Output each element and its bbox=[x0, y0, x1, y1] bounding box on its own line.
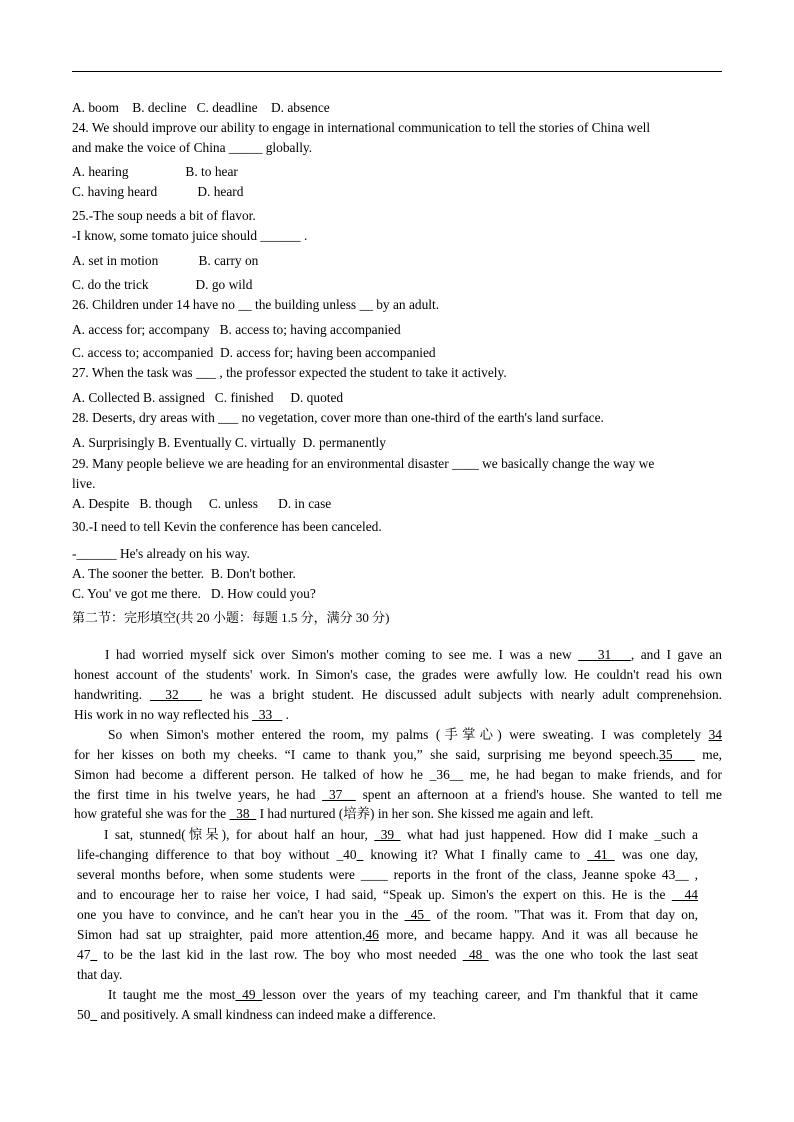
blank-39: 39 bbox=[374, 827, 401, 842]
q25-options-row2: C. do the trick D. go wild bbox=[72, 277, 253, 292]
q25-options-row1: A. set in motion B. carry on bbox=[72, 253, 259, 268]
blank-49: 49 bbox=[235, 987, 263, 1002]
passage-line: one you have to convince, and he can't hear you in the 45 of the room. "That was it. From that day on, bbox=[77, 907, 698, 922]
passage-line: honest account of the students' work. In Simon's case, the grades were awfully low. He couldn't read his own bbox=[74, 667, 722, 682]
passage-line: and to encourage her to raise her voice, I had said, “Speak up. Simon's the expert on this. He is the 44 bbox=[77, 887, 698, 902]
q24-stem-line2: and make the voice of China _____ globally. bbox=[72, 140, 313, 155]
blank-45: 45 bbox=[404, 907, 431, 922]
q30-options-row2: C. You' ve got me there. D. How could you? bbox=[72, 586, 316, 601]
blank-33: 33 bbox=[252, 707, 283, 722]
blank-44: 44 bbox=[671, 887, 698, 902]
passage-line: I had worried myself sick over Simon's mother coming to see me. I was a new 31 , and I gave an bbox=[105, 647, 722, 662]
passage-line: It taught me the most 49 lesson over the years of my teaching career, and I'm thankful that it came bbox=[108, 987, 698, 1002]
q26-options-row2: C. access to; accompanied D. access for; having been accompanied bbox=[72, 345, 436, 360]
blank-32: 32 bbox=[149, 687, 202, 702]
blank-40: _ bbox=[356, 847, 364, 862]
passage-line: that day. bbox=[77, 967, 123, 982]
passage-line: how grateful she was for the 38 I had nurtured (培养) in her son. She kissed me again and left. bbox=[74, 806, 594, 821]
passage-line: Simon had sat up straighter, paid more attention,46 more, and became happy. And it was all because he bbox=[77, 927, 698, 942]
blank-50: _ bbox=[90, 1007, 98, 1022]
q25-stem-line2: -I know, some tomato juice should ______ . bbox=[72, 228, 308, 243]
blank-31: 31 bbox=[578, 647, 631, 662]
blank-37: _37__ bbox=[322, 787, 356, 802]
q29-options: A. Despite B. though C. unless D. in case bbox=[72, 496, 332, 511]
blank-46: 46 bbox=[365, 927, 379, 942]
q24-stem-line1: 24. We should improve our ability to engage in international communication to tell the stories of China well bbox=[72, 120, 651, 135]
blank-48: 48 bbox=[462, 947, 489, 962]
header-rule bbox=[72, 71, 722, 72]
q29-stem-line2: live. bbox=[72, 476, 96, 491]
q28-stem: 28. Deserts, dry areas with ___ no vegetation, cover more than one-third of the earth's land surface. bbox=[72, 410, 604, 425]
q30-stem-line1: 30.-I need to tell Kevin the conference has been canceled. bbox=[72, 519, 382, 534]
q26-options-row1: A. access for; accompany B. access to; having accompanied bbox=[72, 322, 401, 337]
blank-41: 41 bbox=[587, 847, 615, 862]
passage-line: I sat, stunned(惊呆), for about half an hour, 39 what had just happened. How did I make _such a bbox=[104, 827, 698, 842]
blank-34: 34 bbox=[708, 727, 722, 742]
passage-line: His work in no way reflected his 33 . bbox=[74, 707, 289, 722]
blank-47: _ bbox=[90, 947, 98, 962]
passage-line: for her kisses on both my cheeks. “I came to thank you,” she said, surprising me beyond speech.35 me, bbox=[74, 747, 723, 762]
q26-stem: 26. Children under 14 have no __ the building unless __ by an adult. bbox=[72, 297, 440, 312]
passage-line: handwriting. 32 he was a bright student. He discussed adult subjects with nearly adult comprenehsion. bbox=[74, 687, 722, 702]
q27-options: A. Collected B. assigned C. finished D. quoted bbox=[72, 390, 344, 405]
blank-35: 35 bbox=[659, 747, 695, 762]
q30-options-row1: A. The sooner the better. B. Don't bother. bbox=[72, 566, 296, 581]
q30-stem-line2: -______ He's already on his way. bbox=[72, 546, 250, 561]
passage-line: So when Simon's mother entered the room, my palms (手掌心) were sweating. I was completely 34 bbox=[108, 727, 722, 742]
q28-options: A. Surprisingly B. Eventually C. virtually D. permanently bbox=[72, 435, 386, 450]
q24-options-row2: C. having heard D. heard bbox=[72, 184, 244, 199]
q25-stem-line1: 25.-The soup needs a bit of flavor. bbox=[72, 208, 256, 223]
q27-stem: 27. When the task was ___ , the professor expected the student to take it actively. bbox=[72, 365, 507, 380]
passage-line: several months before, when some students were ____ reports in the front of the class, Jeanne spoke 43__ , bbox=[77, 867, 698, 882]
q29-stem-line1: 29. Many people believe we are heading for an environmental disaster ____ we basically change the way we bbox=[72, 456, 655, 471]
passage-line: Simon had become a different person. He talked of how he _36__ me, he had began to make friends, and for bbox=[74, 767, 722, 782]
q23-options: A. boom B. decline C. deadline D. absence bbox=[72, 100, 330, 115]
q24-options-row1: A. hearing B. to hear bbox=[72, 164, 238, 179]
passage-line: life-changing difference to that boy without _40_ knowing it? What I finally came to 41 was one day, bbox=[77, 847, 699, 862]
passage-line: the first time in his twelve years, he had _37__ spent an afternoon at a friend's house. She wanted to tell me bbox=[74, 787, 722, 802]
passage-line: 50_ and positively. A small kindness can indeed make a difference. bbox=[77, 1007, 436, 1022]
passage-line: 47_ to be the last kid in the last row. The boy who most needed 48 was the one who took the last seat bbox=[77, 947, 698, 962]
section-title: 第二节：完形填空(共 20 小题：每题 1.5 分，满分 30 分) bbox=[72, 610, 390, 625]
blank-38: 38 bbox=[229, 806, 257, 821]
